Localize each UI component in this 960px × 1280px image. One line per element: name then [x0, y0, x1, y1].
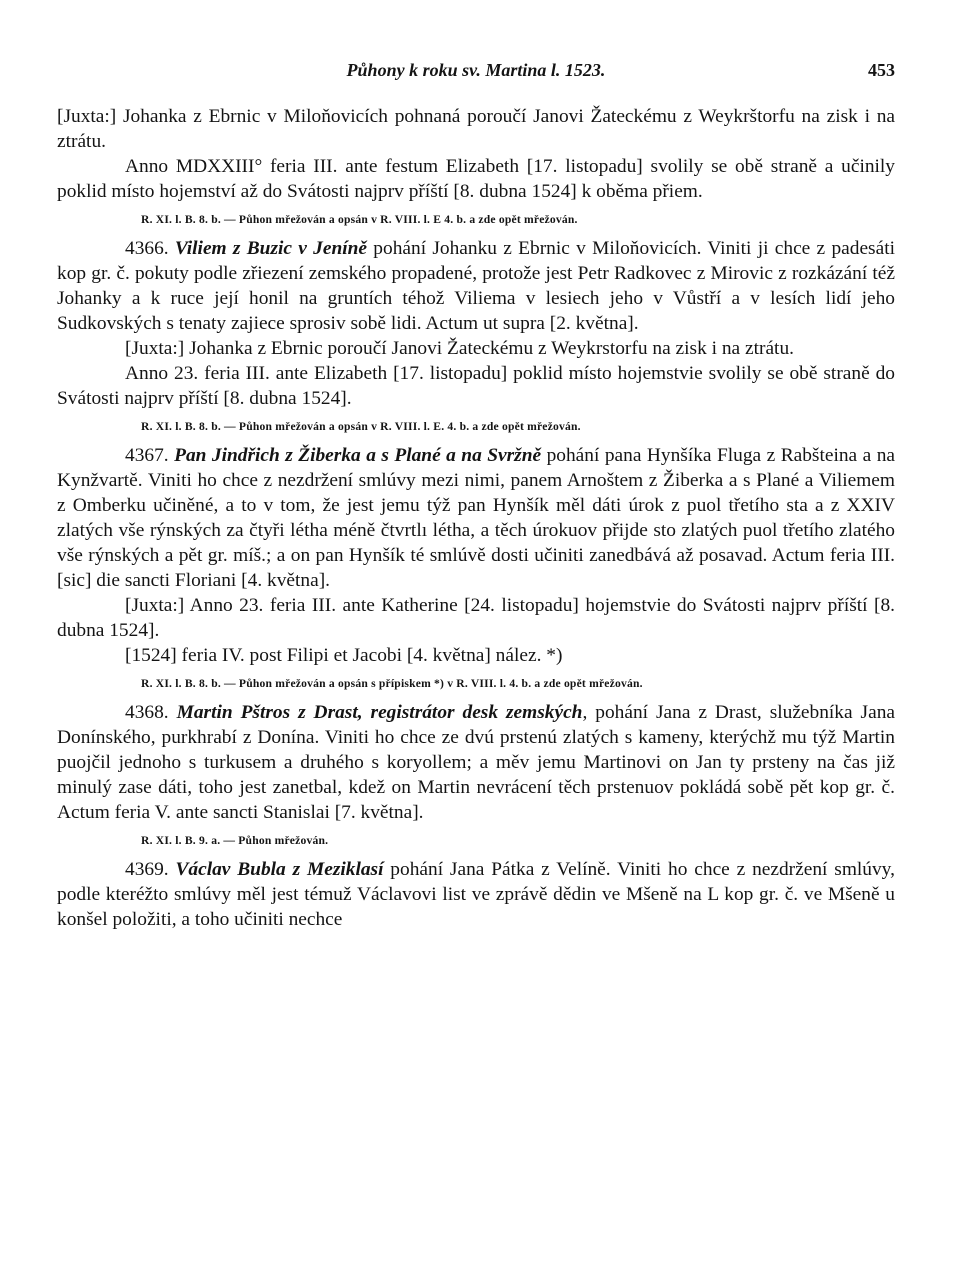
- entry-party-name: Viliem z Buzic v Jeníně: [174, 238, 368, 259]
- archival-note: R. XI. l. B. 9. a. — Půhon mřežován.: [141, 834, 329, 847]
- document-body: [57, 104, 895, 932]
- entry-text: pohání Johanku z Ebrnic v Miloňovicích. Viniti ji chce z padesáti kop gr. č. pokuty podle zřiezení zemského propadené, protože jest Petr Radkovec z Mirovic z rozkázání též Johanky a k ruce její honil na gruntích téhož Viliema v lesiech jeho v Vůstří a v lesích lidí jeho Sudkovských s tenaty zajiece sprosiv sobě lidi. Actum ut supra [2. května].: [57, 238, 895, 334]
- paragraph: [Juxta:] Johanka z Ebrnic v Miloňovicích pohnaná poroučí Janovi Žateckému z Weykrštorfu na zisk i na ztrátu.: [57, 106, 895, 152]
- entry-text: pohání pana Hynšíka Fluga z Rabšteina a na Kynžvartě. Viniti ho chce z nezdržení smlúvy mezi nimi, panem Arnoštem z Žiberka a s Plané a Viliemem z Omberku učiněné, a to v tom, že jest jemu týž pan Hynšík měl dáti úrok z puol třetího sta a z XXIV zlatých vše rýnských za čtyři létha méně čtvrtlı létha, a těch úrokuov přijde sto zlatých puol třetího zlatého vše rýnských a pět gr. míš.; a on pan Hynšík té smlúvě dosti učiniti zanedbává až posavad. Actum feria III. [sic] die sancti Floriani [4. května].: [57, 445, 895, 591]
- entry-4366: [57, 236, 895, 336]
- entry-4368: [57, 700, 895, 825]
- entry-number: 4367.: [125, 445, 169, 466]
- paragraph: [1524] feria IV. post Filipi et Jacobi [4. května] nález. *): [125, 645, 563, 666]
- entry-party-name: Martin Pštros z Drast, registrátor desk zemských: [176, 702, 583, 723]
- entry-4369: [57, 857, 895, 932]
- running-title: Půhony k roku sv. Martina l. 1523.: [346, 60, 606, 80]
- document-page: [57, 60, 895, 932]
- archival-note: R. XI. l. B. 8. b. — Půhon mřežován a opsán s přípiskem *) v R. VIII. l. 4. b. a zde opět mřežován.: [141, 677, 643, 690]
- entry-number: 4368.: [125, 702, 169, 723]
- entry-number: 4369.: [125, 859, 169, 880]
- paragraph: Anno 23. feria III. ante Elizabeth [17. listopadu] poklid místo hojemstvie svolily se obě straně do Svátosti najprv příští [8. dubna 1524].: [57, 363, 895, 409]
- entry-number: 4366.: [125, 238, 169, 259]
- page-number: 453: [868, 60, 895, 80]
- paragraph: [Juxta:] Anno 23. feria III. ante Katherine [24. listopadu] hojemstvie do Svátosti najprv příští [8. dubna 1524].: [57, 595, 895, 641]
- archival-note: R. XI. l. B. 8. b. — Půhon mřežován a opsán v R. VIII. l. E. 4. b. a zde opět mřežován.: [141, 420, 581, 433]
- entry-text: pohání Jana Pátka z Velíně. Viniti ho chce z nezdržení smlúvy, podle kteréžto smlúvy měl jest témuž Václavovi list ve zprávě dědin ve Mšeně na L kop gr. č. ve Mšeně u konšel položiti, a toho učiniti nechce: [57, 859, 895, 930]
- archival-note: R. XI. l. B. 8. b. — Půhon mřežován a opsán v R. VIII. l. E 4. b. a zde opět mřežován.: [141, 213, 578, 226]
- paragraph: [Juxta:] Johanka z Ebrnic poroučí Janovi Žateckému z Weykrstorfu na zisk i na ztrátu.: [125, 338, 794, 359]
- paragraph: Anno MDXXIII° feria III. ante festum Elizabeth [17. listopadu] svolily se obě straně a učinily poklid místo hojemství až do Svátosti najprv příští [8. dubna 1524] k oběma přiem.: [57, 156, 895, 202]
- entry-party-name: Pan Jindřich z Žiberka a s Plané a na Svržně: [174, 445, 542, 466]
- entry-party-name: Václav Bubla z Meziklasí: [175, 859, 384, 880]
- page-header: [57, 60, 895, 94]
- entry-text: , pohání Jana z Drast, služebníka Jana Donínského, purkhrabí z Donína. Viniti ho chce ze dvú prstenú zlatých s kameny, kterýchž mu týž Martin puojčil jednoho s turkusem a druhého s koryollem; a měv jemu Martinovi on Jan ty prsteny na čas již minulý zase dáti, toho jest zanetbal, kdež on Martin nevrácení těch prstenuov pokládá sobě pět kop gr. č. Actum feria V. ante sancti Stanislai [7. května].: [57, 702, 896, 823]
- entry-4367: [57, 443, 895, 593]
